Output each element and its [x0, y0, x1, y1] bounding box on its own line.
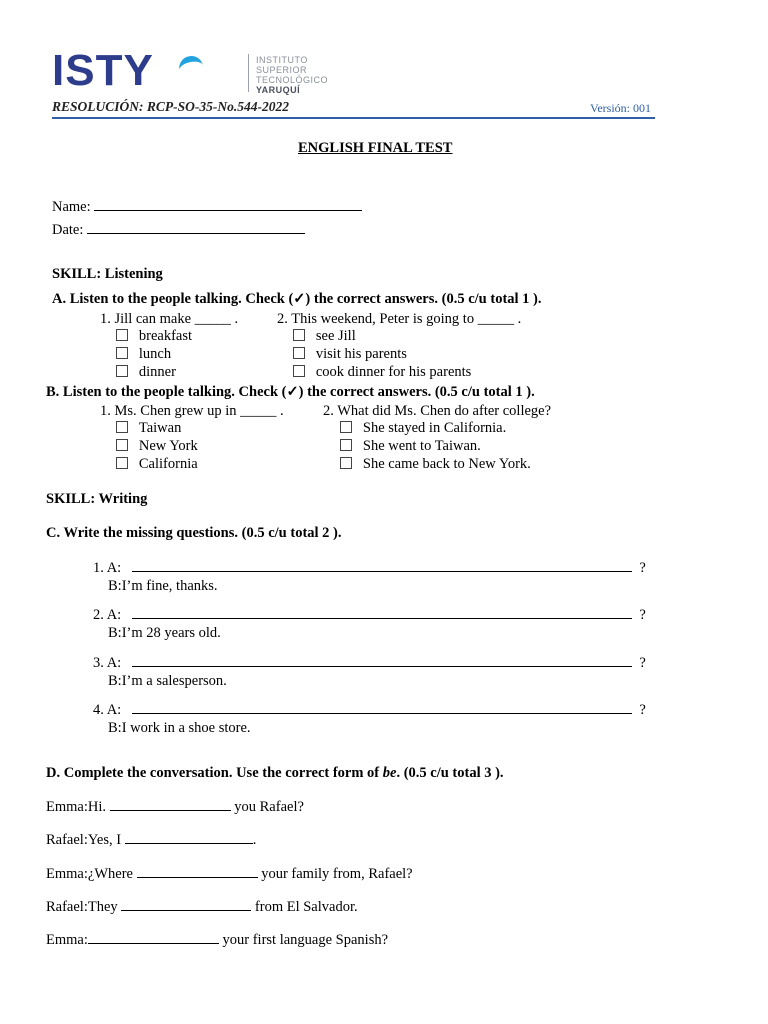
option-checkbox[interactable]: breakfast: [116, 328, 192, 345]
answer-blank[interactable]: [132, 701, 632, 714]
header-divider: [52, 117, 655, 119]
section-b-q1: 1. Ms. Chen grew up in _____ .: [100, 403, 284, 419]
answer-blank[interactable]: [110, 798, 231, 811]
checkbox-icon[interactable]: [340, 457, 352, 469]
skill-writing-heading: SKILL: Writing: [46, 491, 148, 507]
question-a-line[interactable]: 3. A: ?: [93, 655, 646, 671]
option-checkbox[interactable]: She went to Taiwan.: [340, 438, 481, 455]
answer-blank[interactable]: [88, 931, 219, 944]
speaker-label: Rafael:: [46, 899, 88, 915]
question-a-line[interactable]: 1. A: ?: [93, 560, 646, 576]
resolution-code: RESOLUCIÓN: RCP-SO-35-No.544-2022: [52, 99, 290, 114]
section-a-heading: A. Listen to the people talking. Check (✓) the correct answers. (0.5 c/u total 1 ).: [52, 291, 542, 307]
answer-b-line: B:I’m a salesperson.: [108, 673, 227, 689]
answer-blank[interactable]: [137, 865, 258, 878]
institute-logo: [52, 46, 329, 96]
speaker-label: Rafael:: [46, 832, 88, 848]
date-field[interactable]: [52, 221, 305, 239]
option-checkbox[interactable]: Taiwan: [116, 420, 181, 437]
answer-blank[interactable]: [121, 898, 251, 911]
section-b-q2: 2. What did Ms. Chen do after college?: [323, 403, 552, 419]
logo-wordmark: ISTY: [52, 46, 154, 95]
section-a-q2: 2. This weekend, Peter is going to _____ .: [277, 311, 522, 327]
checkbox-icon[interactable]: [116, 365, 128, 377]
checkbox-icon[interactable]: [340, 439, 352, 451]
name-label: Name:: [52, 199, 91, 215]
checkbox-icon[interactable]: [116, 457, 128, 469]
answer-blank[interactable]: [132, 654, 632, 667]
logo-divider: [248, 54, 249, 92]
option-checkbox[interactable]: visit his parents: [293, 346, 407, 363]
section-a-q1: 1. Jill can make _____ .: [100, 311, 239, 327]
skill-listening-heading: SKILL: Listening: [52, 266, 163, 282]
answer-blank[interactable]: [132, 606, 632, 619]
section-b-heading: B. Listen to the people talking. Check (✓) the correct answers. (0.5 c/u total 1 ).: [46, 384, 535, 400]
version-label: Versión: 001: [590, 101, 651, 115]
option-checkbox[interactable]: She stayed in California.: [340, 420, 506, 437]
dialogue-line[interactable]: Rafael:Yes, I .: [46, 832, 257, 848]
answer-b-line: B:I’m 28 years old.: [108, 625, 221, 641]
checkbox-icon[interactable]: [293, 329, 305, 341]
checkbox-icon[interactable]: [340, 421, 352, 433]
dialogue-line[interactable]: Rafael:They from El Salvador.: [46, 899, 358, 915]
logo-swoosh-icon: [177, 54, 205, 81]
option-checkbox[interactable]: cook dinner for his parents: [293, 364, 471, 381]
checkbox-icon[interactable]: [293, 347, 305, 359]
option-checkbox[interactable]: see Jill: [293, 328, 356, 345]
option-checkbox[interactable]: lunch: [116, 346, 171, 363]
section-c-heading: C. Write the missing questions. (0.5 c/u total 2 ).: [46, 525, 342, 541]
checkbox-icon[interactable]: [116, 439, 128, 451]
dialogue-line[interactable]: Emma: your first language Spanish?: [46, 932, 389, 948]
answer-blank[interactable]: [132, 559, 632, 572]
question-a-line[interactable]: 4. A: ?: [93, 702, 646, 718]
option-checkbox[interactable]: New York: [116, 438, 198, 455]
speaker-label: Emma:: [46, 932, 88, 948]
page-title: ENGLISH FINAL TEST: [298, 140, 453, 156]
checkbox-icon[interactable]: [116, 421, 128, 433]
answer-b-line: B:I work in a shoe store.: [108, 720, 251, 736]
date-blank[interactable]: [87, 221, 305, 234]
checkbox-icon[interactable]: [116, 347, 128, 359]
answer-b-line: B:I’m fine, thanks.: [108, 578, 218, 594]
option-checkbox[interactable]: dinner: [116, 364, 176, 381]
speaker-label: Emma:: [46, 799, 88, 815]
question-a-line[interactable]: 2. A: ?: [93, 607, 646, 623]
dialogue-line[interactable]: Emma:¿Where your family from, Rafael?: [46, 866, 413, 882]
date-label: Date:: [52, 222, 84, 238]
answer-blank[interactable]: [125, 831, 253, 844]
speaker-label: Emma:: [46, 866, 88, 882]
name-blank[interactable]: [94, 198, 362, 211]
section-d-heading: D. Complete the conversation. Use the correct form of be. (0.5 c/u total 3 ).: [46, 765, 504, 781]
checkbox-icon[interactable]: [116, 329, 128, 341]
option-checkbox[interactable]: California: [116, 456, 198, 473]
logo-subtitle: INSTITUTO SUPERIOR TECNOLÓGICO YARUQUÍ: [256, 55, 329, 95]
checkbox-icon[interactable]: [293, 365, 305, 377]
name-field[interactable]: [52, 198, 362, 216]
option-checkbox[interactable]: She came back to New York.: [340, 456, 531, 473]
dialogue-line[interactable]: Emma:Hi. you Rafael?: [46, 799, 304, 815]
